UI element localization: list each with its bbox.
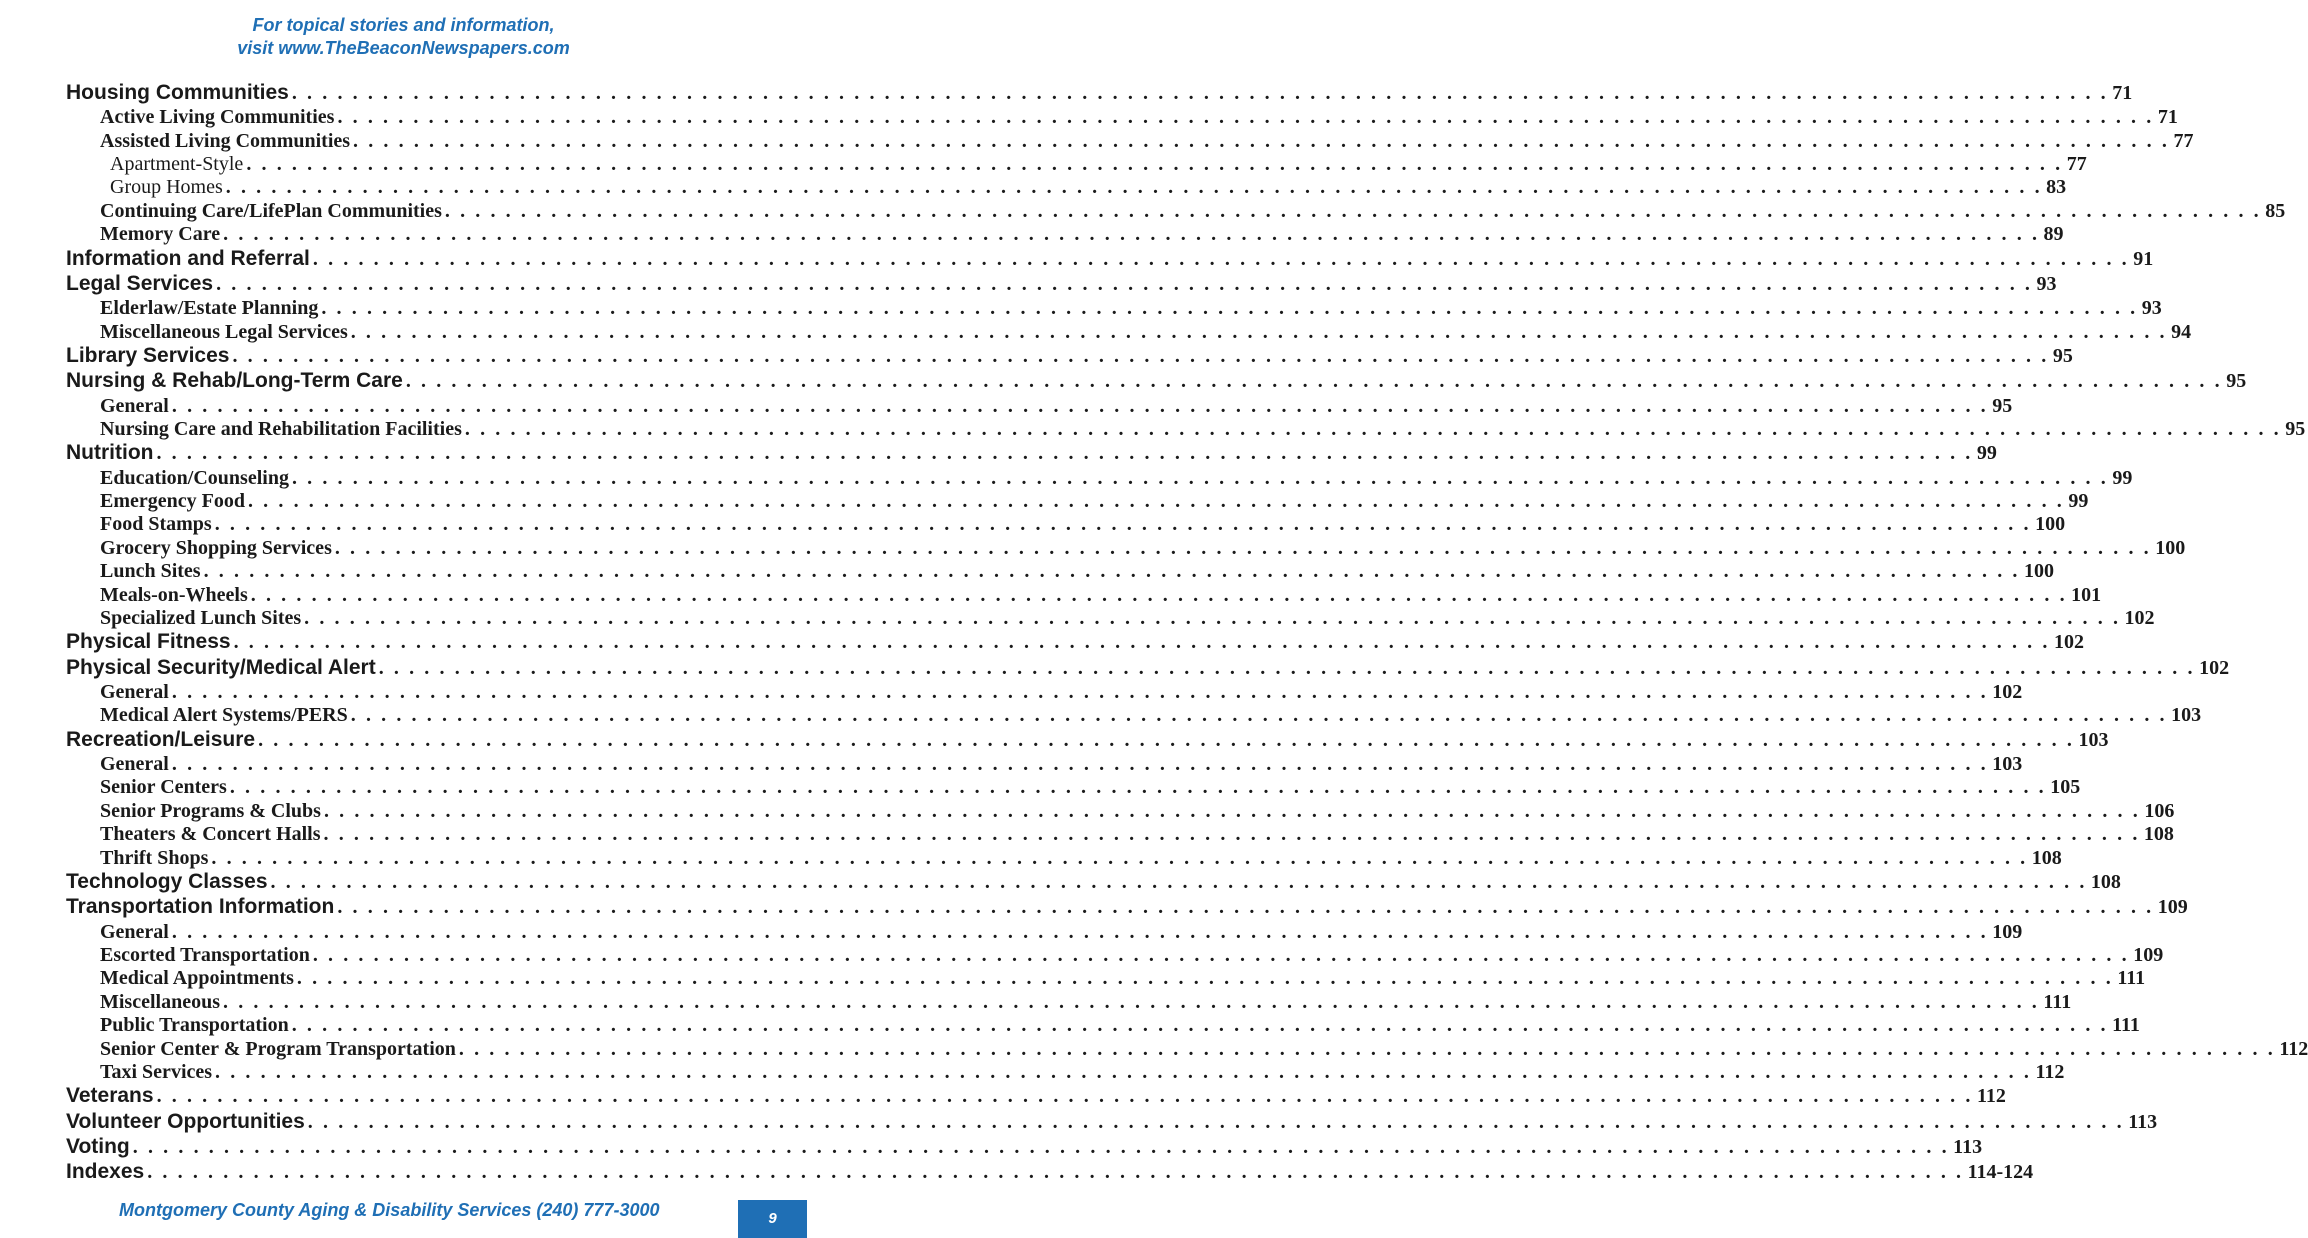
toc-subsection-entry [66, 1014, 2140, 1037]
toc-entry-page-number: 85 [2265, 199, 2286, 222]
toc-entry-page-number: 95 [2226, 370, 2247, 393]
toc-dot-leader: . . . . . . . . . . . . . . . . . . . . . . . . . . . . . . . . . . . . . . . . . . . . . . . . . . . . . . . . . . . . . . . . . . . . . . . . . . . . . . . . . . . . . . . . . . . . . . . . . . . . . . . . . . . . . . . . . . . . . . . . [132, 1135, 1950, 1158]
toc-entry-page-number: 113 [2128, 1110, 2158, 1133]
toc-entry-label: Legal Services [66, 271, 214, 295]
toc-entry-label: Lunch Sites [100, 560, 201, 583]
toc-entry-page-number: 111 [2117, 967, 2146, 990]
toc-entry-page-number: 89 [2043, 223, 2064, 246]
toc-subsection-entry [66, 176, 2067, 199]
toc-dot-leader: . . . . . . . . . . . . . . . . . . . . . . . . . . . . . . . . . . . . . . . . . . . . . . . . . . . . . . . . . . . . . . . . . . . . . . . . . . . . . . . . . . . . . . . . . . . . . . . . . . . . . . . . . . . . . . . . . . . . . . . . [156, 442, 1973, 465]
toc-dot-leader: . . . . . . . . . . . . . . . . . . . . . . . . . . . . . . . . . . . . . . . . . . . . . . . . . . . . . . . . . . . . . . . . . . . . . . . . . . . . . . . . . . . . . . . . . . . . . . . . . . . . . . . . . . . . . . . . . . . . . . . . [147, 1161, 1964, 1184]
toc-dot-leader: . . . . . . . . . . . . . . . . . . . . . . . . . . . . . . . . . . . . . . . . . . . . . . . . . . . . . . . . . . . . . . . . . . . . . . . . . . . . . . . . . . . . . . . . . . . . . . . . . . . . . . . . . . . . . . . . . . . . . . . . [312, 247, 2130, 270]
toc-dot-leader: . . . . . . . . . . . . . . . . . . . . . . . . . . . . . . . . . . . . . . . . . . . . . . . . . . . . . . . . . . . . . . . . . . . . . . . . . . . . . . . . . . . . . . . . . . . . . . . . . . . . . . . . . . . . . . . . . . . . . . . . [334, 536, 2152, 559]
toc-dot-leader: . . . . . . . . . . . . . . . . . . . . . . . . . . . . . . . . . . . . . . . . . . . . . . . . . . . . . . . . . . . . . . . . . . . . . . . . . . . . . . . . . . . . . . . . . . . . . . . . . . . . . . . . . . . . . . . . . . . . . . . . [337, 106, 2154, 129]
toc-entry-page-number: 71 [2157, 106, 2178, 129]
toc-section-entry [66, 895, 2188, 920]
toc-entry-page-number: 106 [2144, 799, 2175, 822]
toc-dot-leader: . . . . . . . . . . . . . . . . . . . . . . . . . . . . . . . . . . . . . . . . . . . . . . . . . . . . . . . . . . . . . . . . . . . . . . . . . . . . . . . . . . . . . . . . . . . . . . . . . . . . . . . . . . . . . . . . . . . . . . . . [216, 272, 2033, 295]
toc-dot-leader: . . . . . . . . . . . . . . . . . . . . . . . . . . . . . . . . . . . . . . . . . . . . . . . . . . . . . . . . . . . . . . . . . . . . . . . . . . . . . . . . . . . . . . . . . . . . . . . . . . . . . . . . . . . . . . . . . . . . . . . . [353, 129, 2170, 152]
toc-entry-page-number: 112 [2035, 1060, 2065, 1083]
toc-entry-page-number: 103 [2078, 728, 2109, 751]
toc-entry-page-number: 94 [2171, 320, 2192, 343]
toc-entry-label: Housing Communities [66, 81, 289, 104]
toc-entry-label: General [100, 681, 169, 704]
toc-entry-page-number: 102 [2199, 656, 2230, 679]
toc-dot-leader: . . . . . . . . . . . . . . . . . . . . . . . . . . . . . . . . . . . . . . . . . . . . . . . . . . . . . . . . . . . . . . . . . . . . . . . . . . . . . . . . . . . . . . . . . . . . . . . . . . . . . . . . . . . . . . . . . . . . . . . . [258, 728, 2075, 751]
toc-entry-label: Veterans [66, 1084, 154, 1108]
toc-entry-page-number: 102 [2124, 607, 2155, 630]
toc-entry-label: Medical Appointments [100, 967, 294, 990]
toc-entry-label: Recreation/Leisure [66, 727, 256, 751]
toc-dot-leader: . . . . . . . . . . . . . . . . . . . . . . . . . . . . . . . . . . . . . . . . . . . . . . . . . . . . . . . . . . . . . . . . . . . . . . . . . . . . . . . . . . . . . . . . . . . . . . . . . . . . . . . . . . . . . . . . . . . . . . . . [211, 846, 2028, 869]
toc-dot-leader: . . . . . . . . . . . . . . . . . . . . . . . . . . . . . . . . . . . . . . . . . . . . . . . . . . . . . . . . . . . . . . . . . . . . . . . . . . . . . . . . . . . . . . . . . . . . . . . . . . . . . . . . . . . . . . . . . . . . . . . . [405, 370, 2223, 393]
toc-subsection-entry [66, 823, 2174, 846]
toc-entry-label: Emergency Food [100, 490, 245, 513]
toc-dot-leader: . . . . . . . . . . . . . . . . . . . . . . . . . . . . . . . . . . . . . . . . . . . . . . . . . . . . . . . . . . . . . . . . . . . . . . . . . . . . . . . . . . . . . . . . . . . . . . . . . . . . . . . . . . . . . . . . . . . . . . . . [246, 153, 2063, 176]
toc-entry-label: Nursing & Rehab/Long-Term Care [66, 369, 403, 393]
toc-dot-leader: . . . . . . . . . . . . . . . . . . . . . . . . . . . . . . . . . . . . . . . . . . . . . . . . . . . . . . . . . . . . . . . . . . . . . . . . . . . . . . . . . . . . . . . . . . . . . . . . . . . . . . . . . . . . . . . . . . . . . . . . [337, 896, 2154, 919]
toc-subsection-entry [66, 490, 2089, 513]
toc-subsection-entry [66, 1037, 2308, 1061]
toc-dot-leader: . . . . . . . . . . . . . . . . . . . . . . . . . . . . . . . . . . . . . . . . . . . . . . . . . . . . . . . . . . . . . . . . . . . . . . . . . . . . . . . . . . . . . . . . . . . . . . . . . . . . . . . . . . . . . . . . . . . . . . . . [223, 223, 2040, 246]
toc-section-entry [66, 727, 2109, 753]
toc-subsection-entry [66, 153, 2087, 176]
toc-entry-label: Taxi Services [100, 1060, 213, 1083]
toc-subsection-entry [66, 199, 2286, 223]
toc-entry-label: Apartment-Style [110, 153, 244, 176]
toc-dot-leader: . . . . . . . . . . . . . . . . . . . . . . . . . . . . . . . . . . . . . . . . . . . . . . . . . . . . . . . . . . . . . . . . . . . . . . . . . . . . . . . . . . . . . . . . . . . . . . . . . . . . . . . . . . . . . . . . . . . . . . . . [312, 944, 2130, 967]
toc-entry-label: Senior Programs & Clubs [100, 799, 321, 822]
toc-dot-leader: . . . . . . . . . . . . . . . . . . . . . . . . . . . . . . . . . . . . . . . . . . . . . . . . . . . . . . . . . . . . . . . . . . . . . . . . . . . . . . . . . . . . . . . . . . . . . . . . . . . . . . . . . . . . . . . . . . . . . . . . [444, 199, 2262, 222]
toc-subsection-entry [66, 297, 2162, 320]
toc-entry-label: Group Homes [110, 176, 223, 199]
toc-dot-leader: . . . . . . . . . . . . . . . . . . . . . . . . . . . . . . . . . . . . . . . . . . . . . . . . . . . . . . . . . . . . . . . . . . . . . . . . . . . . . . . . . . . . . . . . . . . . . . . . . . . . . . . . . . . . . . . . . . . . . . . . [232, 345, 2049, 368]
toc-subsection-entry [66, 106, 2178, 129]
toc-entry-page-number: 105 [2050, 776, 2081, 799]
toc-subsection-entry [66, 753, 2023, 776]
toc-dot-leader: . . . . . . . . . . . . . . . . . . . . . . . . . . . . . . . . . . . . . . . . . . . . . . . . . . . . . . . . . . . . . . . . . . . . . . . . . . . . . . . . . . . . . . . . . . . . . . . . . . . . . . . . . . . . . . . . . . . . . . . . [321, 297, 2138, 320]
toc-dot-leader: . . . . . . . . . . . . . . . . . . . . . . . . . . . . . . . . . . . . . . . . . . . . . . . . . . . . . . . . . . . . . . . . . . . . . . . . . . . . . . . . . . . . . . . . . . . . . . . . . . . . . . . . . . . . . . . . . . . . . . . . [171, 753, 1989, 776]
toc-subsection-entry [66, 681, 2023, 704]
toc-entry-label: Senior Center & Program Transportation [100, 1037, 456, 1060]
toc-entry-page-number: 103 [2171, 704, 2202, 727]
toc-entry-label: Meals-on-Wheels [100, 583, 248, 606]
toc-dot-leader: . . . . . . . . . . . . . . . . . . . . . . . . . . . . . . . . . . . . . . . . . . . . . . . . . . . . . . . . . . . . . . . . . . . . . . . . . . . . . . . . . . . . . . . . . . . . . . . . . . . . . . . . . . . . . . . . . . . . . . . . [291, 82, 2109, 104]
toc-entry-page-number: 111 [2112, 1014, 2140, 1037]
toc-entry-label: General [100, 394, 169, 417]
toc-entry-page-number: 102 [1992, 681, 2023, 704]
toc-entry-page-number: 77 [2066, 153, 2087, 176]
toc-subsection-entry [66, 320, 2192, 344]
header-website-line: visit www.TheBeaconNewspapers.com [237, 38, 570, 58]
toc-entry-page-number: 100 [2024, 560, 2054, 583]
toc-entry-label: Physical Security/Medical Alert [66, 655, 376, 679]
toc-entry-label: Active Living Communities [100, 106, 335, 129]
toc-entry-label: Senior Centers [100, 776, 227, 799]
toc-subsection-entry [66, 129, 2194, 153]
toc-dot-leader: . . . . . . . . . . . . . . . . . . . . . . . . . . . . . . . . . . . . . . . . . . . . . . . . . . . . . . . . . . . . . . . . . . . . . . . . . . . . . . . . . . . . . . . . . . . . . . . . . . . . . . . . . . . . . . . . . . . . . . . . [291, 466, 2109, 489]
toc-entry-label: Thrift Shops [100, 846, 209, 869]
toc-entry-label: Education/Counseling [100, 466, 289, 489]
toc-entry-page-number: 71 [2112, 82, 2133, 104]
page-number-badge: 9 [738, 1200, 807, 1238]
toc-entry-label: Specialized Lunch Sites [100, 607, 302, 630]
toc-entry-page-number: 108 [2090, 871, 2121, 894]
toc-entry-page-number: 111 [2043, 990, 2072, 1013]
toc-entry-label: Indexes [66, 1160, 145, 1184]
toc-entry-label: Technology Classes [66, 870, 268, 894]
toc-subsection-entry [66, 536, 2186, 560]
toc-entry-page-number: 112 [1976, 1085, 2006, 1108]
toc-section-entry [66, 1134, 1983, 1160]
toc-dot-leader: . . . . . . . . . . . . . . . . . . . . . . . . . . . . . . . . . . . . . . . . . . . . . . . . . . . . . . . . . . . . . . . . . . . . . . . . . . . . . . . . . . . . . . . . . . . . . . . . . . . . . . . . . . . . . . . . . . . . . . . . [223, 990, 2040, 1013]
toc-subsection-entry [66, 776, 2081, 799]
toc-dot-leader: . . . . . . . . . . . . . . . . . . . . . . . . . . . . . . . . . . . . . . . . . . . . . . . . . . . . . . . . . . . . . . . . . . . . . . . . . . . . . . . . . . . . . . . . . . . . . . . . . . . . . . . . . . . . . . . . . . . . . . . . [291, 1014, 2109, 1037]
toc-entry-label: Escorted Transportation [100, 944, 310, 967]
toc-dot-leader: . . . . . . . . . . . . . . . . . . . . . . . . . . . . . . . . . . . . . . . . . . . . . . . . . . . . . . . . . . . . . . . . . . . . . . . . . . . . . . . . . . . . . . . . . . . . . . . . . . . . . . . . . . . . . . . . . . . . . . . . [458, 1037, 2276, 1060]
toc-entry-page-number: 83 [2046, 176, 2067, 199]
header-line-1: For topical stories and information, [252, 15, 555, 35]
toc-entry-label: General [100, 753, 169, 776]
toc-dot-leader: . . . . . . . . . . . . . . . . . . . . . . . . . . . . . . . . . . . . . . . . . . . . . . . . . . . . . . . . . . . . . . . . . . . . . . . . . . . . . . . . . . . . . . . . . . . . . . . . . . . . . . . . . . . . . . . . . . . . . . . . [296, 967, 2114, 990]
toc-section-entry [66, 246, 2154, 272]
toc-dot-leader: . . . . . . . . . . . . . . . . . . . . . . . . . . . . . . . . . . . . . . . . . . . . . . . . . . . . . . . . . . . . . . . . . . . . . . . . . . . . . . . . . . . . . . . . . . . . . . . . . . . . . . . . . . . . . . . . . . . . . . . . [229, 776, 2047, 799]
toc-dot-leader: . . . . . . . . . . . . . . . . . . . . . . . . . . . . . . . . . . . . . . . . . . . . . . . . . . . . . . . . . . . . . . . . . . . . . . . . . . . . . . . . . . . . . . . . . . . . . . . . . . . . . . . . . . . . . . . . . . . . . . . . [233, 631, 2050, 654]
toc-dot-leader: . . . . . . . . . . . . . . . . . . . . . . . . . . . . . . . . . . . . . . . . . . . . . . . . . . . . . . . . . . . . . . . . . . . . . . . . . . . . . . . . . . . . . . . . . . . . . . . . . . . . . . . . . . . . . . . . . . . . . . . . [270, 871, 2087, 894]
toc-subsection-entry [66, 394, 2013, 418]
toc-dot-leader: . . . . . . . . . . . . . . . . . . . . . . . . . . . . . . . . . . . . . . . . . . . . . . . . . . . . . . . . . . . . . . . . . . . . . . . . . . . . . . . . . . . . . . . . . . . . . . . . . . . . . . . . . . . . . . . . . . . . . . . . [225, 176, 2043, 199]
toc-subsection-entry [66, 1060, 2065, 1084]
toc-subsection-entry [66, 920, 2023, 944]
toc-section-entry [66, 441, 1997, 466]
page-footer [0, 1198, 807, 1238]
toc-entry-label: Library Services [66, 344, 230, 368]
toc-dot-leader: . . . . . . . . . . . . . . . . . . . . . . . . . . . . . . . . . . . . . . . . . . . . . . . . . . . . . . . . . . . . . . . . . . . . . . . . . . . . . . . . . . . . . . . . . . . . . . . . . . . . . . . . . . . . . . . . . . . . . . . . [171, 920, 1989, 943]
toc-entry-label: Continuing Care/LifePlan Communities [100, 199, 442, 222]
page-header [0, 14, 807, 60]
toc-subsection-entry [66, 799, 2175, 823]
toc-entry-page-number: 93 [2036, 272, 2057, 295]
toc-subsection-entry [66, 583, 2102, 607]
toc-section-entry [66, 630, 2084, 655]
toc-entry-label: Grocery Shopping Services [100, 536, 332, 559]
toc-entry-page-number: 100 [2155, 536, 2186, 559]
toc-dot-leader: . . . . . . . . . . . . . . . . . . . . . . . . . . . . . . . . . . . . . . . . . . . . . . . . . . . . . . . . . . . . . . . . . . . . . . . . . . . . . . . . . . . . . . . . . . . . . . . . . . . . . . . . . . . . . . . . . . . . . . . . [215, 1060, 2032, 1083]
toc-entry-page-number: 91 [2133, 247, 2154, 270]
toc-entry-page-number: 99 [2068, 490, 2089, 513]
toc-dot-leader: . . . . . . . . . . . . . . . . . . . . . . . . . . . . . . . . . . . . . . . . . . . . . . . . . . . . . . . . . . . . . . . . . . . . . . . . . . . . . . . . . . . . . . . . . . . . . . . . . . . . . . . . . . . . . . . . . . . . . . . . [464, 418, 2282, 440]
toc-entry-label: Elderlaw/Estate Planning [100, 297, 319, 320]
toc-subsection-entry [66, 513, 2066, 536]
toc-subsection-entry [66, 944, 2164, 967]
toc-entry-label: Memory Care [100, 223, 221, 246]
toc-entry-label: Theaters & Concert Halls [100, 823, 321, 846]
toc-entry-page-number: 100 [2035, 513, 2066, 536]
toc-section-entry [66, 344, 2073, 369]
toc-section-entry [66, 655, 2230, 681]
toc-entry-label: Public Transportation [100, 1014, 289, 1037]
toc-entry-page-number: 102 [2053, 631, 2084, 654]
toc-entry-label: General [100, 920, 169, 943]
toc-dot-leader: . . . . . . . . . . . . . . . . . . . . . . . . . . . . . . . . . . . . . . . . . . . . . . . . . . . . . . . . . . . . . . . . . . . . . . . . . . . . . . . . . . . . . . . . . . . . . . . . . . . . . . . . . . . . . . . . . . . . . . . . [350, 704, 2168, 727]
toc-subsection-entry [66, 466, 2133, 490]
toc-dot-leader: . . . . . . . . . . . . . . . . . . . . . . . . . . . . . . . . . . . . . . . . . . . . . . . . . . . . . . . . . . . . . . . . . . . . . . . . . . . . . . . . . . . . . . . . . . . . . . . . . . . . . . . . . . . . . . . . . . . . . . . . [323, 799, 2141, 822]
toc-dot-leader: . . . . . . . . . . . . . . . . . . . . . . . . . . . . . . . . . . . . . . . . . . . . . . . . . . . . . . . . . . . . . . . . . . . . . . . . . . . . . . . . . . . . . . . . . . . . . . . . . . . . . . . . . . . . . . . . . . . . . . . . [307, 1110, 2125, 1133]
toc-section-entry [66, 1109, 2158, 1135]
toc-entry-page-number: 109 [2157, 896, 2188, 919]
toc-entry-page-number: 95 [2285, 418, 2306, 440]
toc-dot-leader: . . . . . . . . . . . . . . . . . . . . . . . . . . . . . . . . . . . . . . . . . . . . . . . . . . . . . . . . . . . . . . . . . . . . . . . . . . . . . . . . . . . . . . . . . . . . . . . . . . . . . . . . . . . . . . . . . . . . . . . . [323, 823, 2140, 846]
toc-entry-page-number: 95 [2052, 345, 2073, 368]
toc-section-entry [66, 870, 2121, 895]
toc-entry-page-number: 109 [1992, 920, 2023, 943]
toc-entry-page-number: 77 [2173, 129, 2194, 152]
toc-dot-leader: . . . . . . . . . . . . . . . . . . . . . . . . . . . . . . . . . . . . . . . . . . . . . . . . . . . . . . . . . . . . . . . . . . . . . . . . . . . . . . . . . . . . . . . . . . . . . . . . . . . . . . . . . . . . . . . . . . . . . . . . [250, 583, 2068, 606]
footer-contact: Montgomery County Aging & Disability Services (240) 777-3000 [119, 1200, 660, 1220]
toc-entry-page-number: 95 [1992, 394, 2013, 417]
toc-entry-page-number: 109 [2133, 944, 2164, 967]
toc-entry-page-number: 108 [2143, 823, 2174, 846]
toc-section-entry [66, 369, 2247, 394]
toc-entry-page-number: 99 [1976, 442, 1997, 465]
toc-entry-page-number: 114-124 [1967, 1161, 2034, 1184]
toc-entry-label: Miscellaneous Legal Services [100, 320, 348, 343]
toc-entry-page-number: 108 [2031, 846, 2062, 869]
toc-section-entry [66, 1160, 2034, 1185]
toc-subsection-entry [66, 418, 2306, 441]
toc-entry-page-number: 113 [1953, 1135, 1983, 1158]
toc-dot-leader: . . . . . . . . . . . . . . . . . . . . . . . . . . . . . . . . . . . . . . . . . . . . . . . . . . . . . . . . . . . . . . . . . . . . . . . . . . . . . . . . . . . . . . . . . . . . . . . . . . . . . . . . . . . . . . . . . . . . . . . . [171, 681, 1989, 704]
toc-subsection-entry [66, 560, 2054, 583]
toc-subsection-entry [66, 846, 2062, 870]
toc-entry-label: Medical Alert Systems/PERS [100, 704, 348, 727]
toc-entry-label: Miscellaneous [100, 990, 220, 1013]
toc-entry-label: Assisted Living Communities [100, 129, 351, 152]
toc-subsection-entry [66, 990, 2072, 1014]
toc-subsection-entry [66, 223, 2064, 246]
toc-dot-leader: . . . . . . . . . . . . . . . . . . . . . . . . . . . . . . . . . . . . . . . . . . . . . . . . . . . . . . . . . . . . . . . . . . . . . . . . . . . . . . . . . . . . . . . . . . . . . . . . . . . . . . . . . . . . . . . . . . . . . . . . [304, 607, 2121, 630]
toc-dot-leader: . . . . . . . . . . . . . . . . . . . . . . . . . . . . . . . . . . . . . . . . . . . . . . . . . . . . . . . . . . . . . . . . . . . . . . . . . . . . . . . . . . . . . . . . . . . . . . . . . . . . . . . . . . . . . . . . . . . . . . . . [214, 513, 2032, 536]
toc-entry-label: Food Stamps [100, 513, 212, 536]
toc-entry-page-number: 103 [1992, 753, 2023, 776]
toc-entry-page-number: 93 [2141, 297, 2162, 320]
toc-dot-leader: . . . . . . . . . . . . . . . . . . . . . . . . . . . . . . . . . . . . . . . . . . . . . . . . . . . . . . . . . . . . . . . . . . . . . . . . . . . . . . . . . . . . . . . . . . . . . . . . . . . . . . . . . . . . . . . . . . . . . . . . [378, 656, 2196, 679]
toc-subsection-entry [66, 607, 2155, 630]
toc-section-entry [66, 81, 2133, 106]
toc-entry-label: Voting [66, 1134, 130, 1158]
toc-entry-label: Transportation Information [66, 895, 335, 919]
table-of-contents [66, 81, 2308, 1186]
toc-entry-label: Physical Fitness [66, 630, 231, 654]
toc-entry-label: Nutrition [66, 441, 154, 465]
toc-dot-leader: . . . . . . . . . . . . . . . . . . . . . . . . . . . . . . . . . . . . . . . . . . . . . . . . . . . . . . . . . . . . . . . . . . . . . . . . . . . . . . . . . . . . . . . . . . . . . . . . . . . . . . . . . . . . . . . . . . . . . . . . [350, 320, 2168, 343]
toc-entry-label: Volunteer Opportunities [66, 1109, 305, 1133]
toc-entry-page-number: 112 [2279, 1037, 2308, 1060]
toc-subsection-entry [66, 704, 2202, 727]
toc-dot-leader: . . . . . . . . . . . . . . . . . . . . . . . . . . . . . . . . . . . . . . . . . . . . . . . . . . . . . . . . . . . . . . . . . . . . . . . . . . . . . . . . . . . . . . . . . . . . . . . . . . . . . . . . . . . . . . . . . . . . . . . . [203, 560, 2020, 583]
toc-subsection-entry [66, 967, 2146, 990]
toc-entry-page-number: 99 [2112, 466, 2133, 489]
toc-entry-label: Information and Referral [66, 246, 310, 270]
toc-entry-label: Nursing Care and Rehabilitation Facilities [100, 418, 462, 440]
toc-dot-leader: . . . . . . . . . . . . . . . . . . . . . . . . . . . . . . . . . . . . . . . . . . . . . . . . . . . . . . . . . . . . . . . . . . . . . . . . . . . . . . . . . . . . . . . . . . . . . . . . . . . . . . . . . . . . . . . . . . . . . . . . [247, 490, 2065, 513]
toc-dot-leader: . . . . . . . . . . . . . . . . . . . . . . . . . . . . . . . . . . . . . . . . . . . . . . . . . . . . . . . . . . . . . . . . . . . . . . . . . . . . . . . . . . . . . . . . . . . . . . . . . . . . . . . . . . . . . . . . . . . . . . . . [156, 1085, 1973, 1108]
toc-entry-page-number: 101 [2071, 583, 2102, 606]
toc-dot-leader: . . . . . . . . . . . . . . . . . . . . . . . . . . . . . . . . . . . . . . . . . . . . . . . . . . . . . . . . . . . . . . . . . . . . . . . . . . . . . . . . . . . . . . . . . . . . . . . . . . . . . . . . . . . . . . . . . . . . . . . . [171, 394, 1989, 417]
toc-section-entry [66, 1084, 2006, 1109]
toc-section-entry [66, 271, 2057, 297]
